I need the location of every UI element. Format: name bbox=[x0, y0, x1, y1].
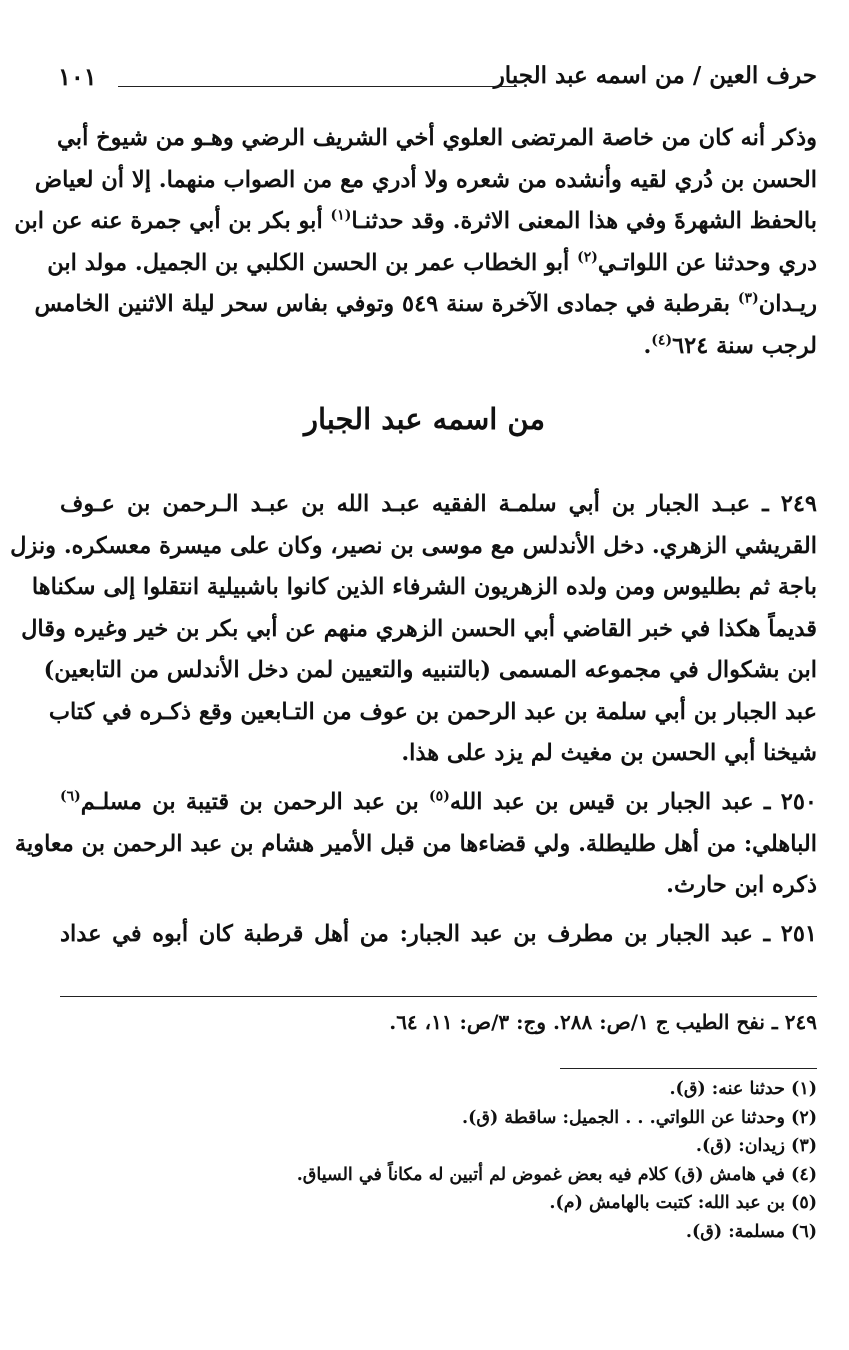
text-line: وذكر أنه كان من خاصة المرتضى العلوي أخي الشريف الرضي وهـو من شيوخ أبي bbox=[57, 125, 817, 151]
text-line: قديماً هكذا في خبر القاضي أبي الحسن الزهري منهم عن أبي بكر بن خير وغيره وقال bbox=[21, 615, 817, 642]
text-line: ذكره ابن حارث. bbox=[666, 872, 817, 898]
footnote-ref: (٤) bbox=[651, 332, 673, 348]
text-line bbox=[14, 201, 817, 243]
footnote-ref: (٢) bbox=[577, 249, 598, 265]
entry-249 bbox=[10, 484, 817, 775]
footnote-ref: (٣) bbox=[737, 290, 759, 307]
text-line: الحسن بن دُري لقيه وأنشده من شعره ولا أدري مع من الصواب منهما. إلا أن لعياض bbox=[34, 166, 817, 193]
footnote-ref: (١) bbox=[330, 207, 352, 224]
text-line: ٢٤٩ ـ عبـد الجبار بن أبي سلمـة الفقيه عبـد الله بن عبـد الـرحمن بن عـوف bbox=[60, 491, 817, 517]
entry-251 bbox=[60, 914, 817, 956]
footnote: (٢) وحدثنا عن اللواتي. . . الجميل: ساقطة (ق). bbox=[462, 1107, 817, 1128]
footnote: (١) حدثنا عنه: (ق). bbox=[669, 1079, 817, 1099]
page-number: ١٠١ bbox=[58, 62, 97, 91]
section-heading: من اسمه عبد الجبار bbox=[303, 402, 546, 436]
text-line: ٢٥١ ـ عبد الجبار بن مطرف بن عبد الجبار: من أهل قرطبة كان أبوه في عداد bbox=[60, 921, 817, 947]
text-segment: بالحفظ الشهرةَ وفي هذا المعنى الاثرة. وقد حدثنـا bbox=[351, 208, 817, 234]
text-line: القريشي الزهري. دخل الأندلس مع موسى بن نصير، وكان على ميسرة معسكره. ونزل bbox=[10, 532, 817, 559]
text-line: ابن بشكوال في مجموعه المسمى (بالتنبيه والتعيين لمن دخل الأندلس من التابعين) bbox=[43, 657, 817, 683]
running-header bbox=[58, 62, 817, 96]
text-line: باجة ثم بطليوس ومن ولده الزهريون الشرفاء الذين كانوا باشبيلية انتقلوا إلى سكناها bbox=[31, 574, 817, 600]
text-line bbox=[60, 326, 817, 368]
running-title: حرف العين / من اسمه عبد الجبار bbox=[493, 62, 817, 89]
text-line bbox=[34, 284, 817, 326]
text-segment: دري وحدثنا عن اللواتـي bbox=[597, 249, 817, 276]
intro-paragraph bbox=[14, 118, 817, 367]
header-rule bbox=[118, 86, 517, 87]
footnote-ref: (٥) bbox=[429, 788, 450, 805]
footnote: (٤) في هامش (ق) كلام فيه بعض غموض لم أتبين له مكاناً في السياق. bbox=[296, 1164, 817, 1185]
text-line bbox=[47, 243, 817, 285]
text-segment: لرجب سنة ٦٢٤ bbox=[672, 332, 817, 359]
text-segment: ٢٥٠ ـ عبد الجبار بن قيس بن عبد الله bbox=[449, 789, 817, 815]
text-segment: ريـدان bbox=[758, 291, 817, 317]
text-line: الباهلي: من أهل طليطلة. ولي قضاءها من قبل الأمير هشام بن عبد الرحمن بن معاوية bbox=[14, 830, 817, 857]
footnotes bbox=[60, 1075, 817, 1247]
text-segment: بن عبد الرحمن بن قتيبة بن مسلـم bbox=[80, 789, 419, 815]
text-segment: بقرطبة في جمادى الآخرة سنة ٥٤٩ وتوفي بفاس سحر ليلة الاثنين الخامس bbox=[34, 291, 731, 317]
text-line bbox=[60, 782, 817, 824]
text-segment: أبو بكر بن أبي جمرة عنه عن ابن bbox=[14, 208, 323, 234]
source-note: ٢٤٩ ـ نفح الطيب ج ١/ص: ٢٨٨. وج: ٣/ص: ١١، ٦٤. bbox=[389, 1010, 817, 1034]
footnote-divider bbox=[60, 996, 817, 997]
footnote: (٥) بن عبد الله: كتبت بالهامش (م). bbox=[549, 1193, 817, 1214]
footnote-short-divider bbox=[560, 1068, 817, 1069]
text-line: شيخنا أبي الحسن بن مغيث لم يزد على هذا. bbox=[401, 740, 817, 766]
text-segment: . bbox=[643, 332, 652, 359]
footnote-ref: (٦) bbox=[60, 788, 81, 805]
text-line: عبد الجبار بن أبي سلمة بن عبد الرحمن بن عوف من التـابعين وقع ذكـره في كتاب bbox=[48, 698, 817, 725]
footnote: (٣) زيدان: (ق). bbox=[695, 1136, 817, 1157]
footnote: (٦) مسلمة: (ق). bbox=[685, 1221, 817, 1242]
entry-250 bbox=[14, 782, 817, 907]
text-segment: أبو الخطاب عمر بن الحسن الكلبي بن الجميل. مولد ابن bbox=[47, 249, 570, 276]
